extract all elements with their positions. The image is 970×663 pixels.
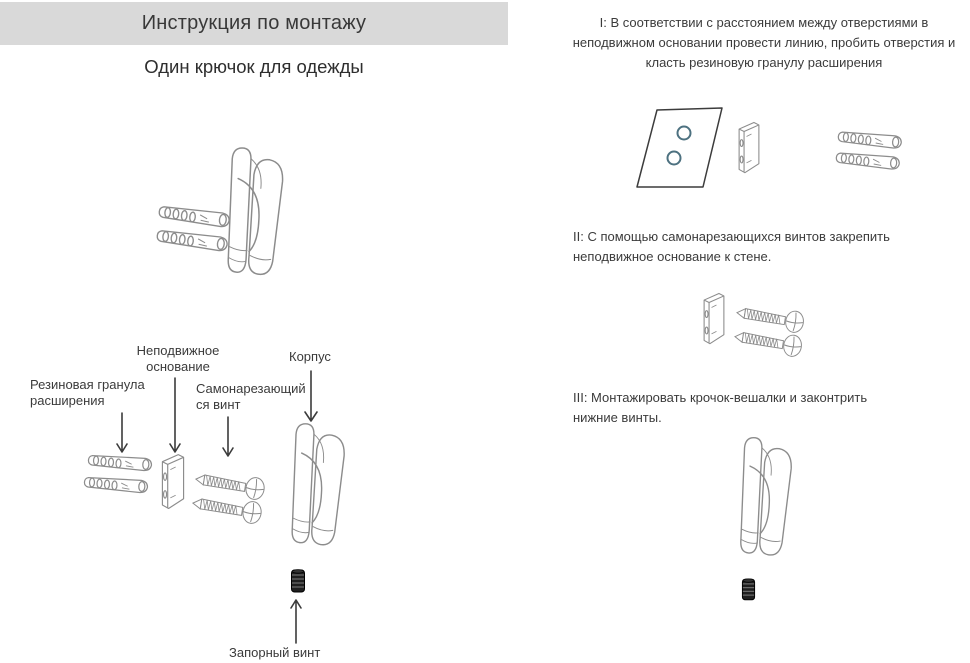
label-line: Самонарезающий	[196, 381, 306, 396]
page-title: Инструкция по монтажу	[141, 12, 367, 34]
label-line: ся винт	[196, 397, 241, 412]
step-2-figure	[695, 285, 825, 357]
pointer-arrow	[305, 371, 317, 421]
label-fixed-base	[134, 343, 222, 375]
wall-plug-icon	[158, 206, 229, 227]
step-3-figure	[712, 433, 812, 565]
self-tapping-screw-icon	[735, 302, 805, 333]
wall-plate-icon	[637, 108, 722, 187]
wall-plug-icon	[84, 477, 148, 493]
label-hook-body: Корпус	[289, 349, 331, 364]
drill-hole-icon	[668, 152, 681, 165]
fixed-base-icon	[739, 122, 759, 172]
label-line: основание	[146, 359, 210, 374]
fixed-base-icon	[162, 455, 183, 509]
page-subtitle: Один крючок для одежды	[144, 56, 364, 77]
step-3-text: III: Монтажировать крочок-вешалки и законтрить нижние винты.	[573, 390, 868, 425]
wall-plug-icon	[156, 230, 227, 251]
label-locking-screw: Запорный винт	[229, 645, 321, 660]
step-1-text: I: В соответствии с расстоянием между отверстиями в неподвижном основании провести линию, пробить отверстия и класть резиновую гранулу расширения	[572, 15, 956, 70]
assembled-hook-drawing	[153, 138, 303, 290]
step-2-text: II: С помощью самонарезающихся винтов закрепить неподвижное основание к стене.	[573, 229, 890, 264]
fixed-base-icon	[704, 293, 724, 343]
wall-plug-icon	[88, 455, 152, 471]
self-tapping-screw-icon	[194, 468, 265, 500]
locking-screw-icon	[290, 567, 306, 595]
exploded-parts-drawing	[80, 415, 365, 563]
drill-hole-icon	[678, 127, 691, 140]
pointer-arrow	[291, 600, 301, 643]
wall-plug-icon	[838, 132, 902, 149]
locking-screw-icon	[741, 577, 756, 602]
hook-icon	[741, 438, 791, 555]
label-self-tapping-screw	[196, 381, 306, 413]
step-1-figure	[630, 100, 915, 195]
label-rubber-granule	[30, 377, 145, 409]
label-line: Резиновая гранула	[30, 377, 145, 392]
wall-plug-icon	[836, 153, 900, 170]
hook-icon	[292, 424, 344, 545]
label-line: Неподвижное	[136, 343, 220, 358]
title-bar	[0, 2, 508, 45]
label-line: расширения	[30, 393, 105, 408]
hook-icon	[228, 148, 282, 274]
